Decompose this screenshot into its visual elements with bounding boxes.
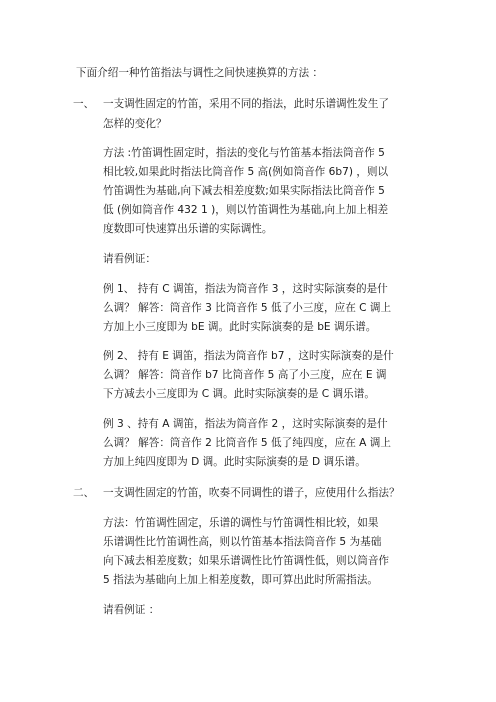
section-1-number: 一、 [73,98,95,110]
section-2-method-line-1: 方法：竹笛调性固定，乐谱的调性与竹笛调性相比较，如果 [103,517,379,529]
section-2-method-line-2: 乐谱调性比竹笛调性高，则以竹笛基本指法筒音作 5 为基础 [103,536,382,548]
example-3-line-3: 方加上纯四度即为 D 调。此时实际演奏的是 D 调乐谱。 [103,456,366,468]
section-1-examples-heading: 请看例证： [103,253,156,265]
example-2-line-3: 下方减去小三度即为 C 调。此时实际演奏的是 C 调乐谱。 [103,388,375,400]
section-1-method-line-3: 竹笛调性为基础,向下减去相差度数;如果实际指法比筒音作 5 [103,185,385,197]
example-2-line-1: 例 2、 持有 E 调笛，指法为筒音作 b7 ，这时实际演奏的是什 [103,350,394,362]
example-2-line-2: 么调？ 解答：筒音作 b7 比筒音作 5 高了小三度，应在 E 调 [103,369,387,381]
example-1-line-2: 么调？ 解答：筒音作 3 比筒音作 5 低了小三度，应在 C 调上 [103,302,392,314]
section-1-method-line-2: 相比较,如果此时指法比筒音作 5 高(例如筒音作 6b7) ，则以 [103,166,389,178]
section-1-title-line-1: 一支调性固定的竹笛，采用不同的指法，此时乐谱调性发生了 [103,98,390,110]
example-1-line-1: 例 1、 持有 C 调笛，指法为筒音作 3 ，这时实际演奏的是什 [103,283,388,295]
section-2-method-line-3: 向下减去相差度数；如果乐谱调性比竹笛调性低，则以筒音作 [103,555,390,567]
section-1-method-line-1: 方法 :竹笛调性固定时，指法的变化与竹笛基本指法筒音作 5 [103,147,385,159]
intro-text: 下面介绍一种竹笛指法与调性之间快速换算的方法 ： [76,67,324,79]
section-2-method-line-4: 5 指法为基础向上加上相差度数，即可算出此时所需指法。 [103,574,378,586]
section-1-title-line-2: 怎样的变化？ [103,118,167,130]
section-1-method-line-4: 低 (例如筒音作 432 1 )，则以竹笛调性为基础,向上加上相差 [103,204,389,216]
example-3-line-2: 么调？ 解答：筒音作 2 比筒音作 5 低了纯四度，应在 A 调上 [103,437,391,449]
section-2-number: 二、 [73,487,95,499]
section-2-title: 一支调性固定的竹笛，吹奏不同调性的谱子，应使用什么指法？ [103,487,400,499]
section-2-examples-heading: 请看例证 ： [103,604,160,616]
section-1-method-line-5: 度数即可快速算出乐谱的实际调性。 [103,223,273,235]
example-3-line-1: 例 3 、持有 A 调笛，指法为筒音作 2 ，这时实际演奏的是什 [103,418,388,430]
example-1-line-3: 方加上小三度即为 bE 调。此时实际演奏的是 bE 调乐谱。 [103,321,377,333]
